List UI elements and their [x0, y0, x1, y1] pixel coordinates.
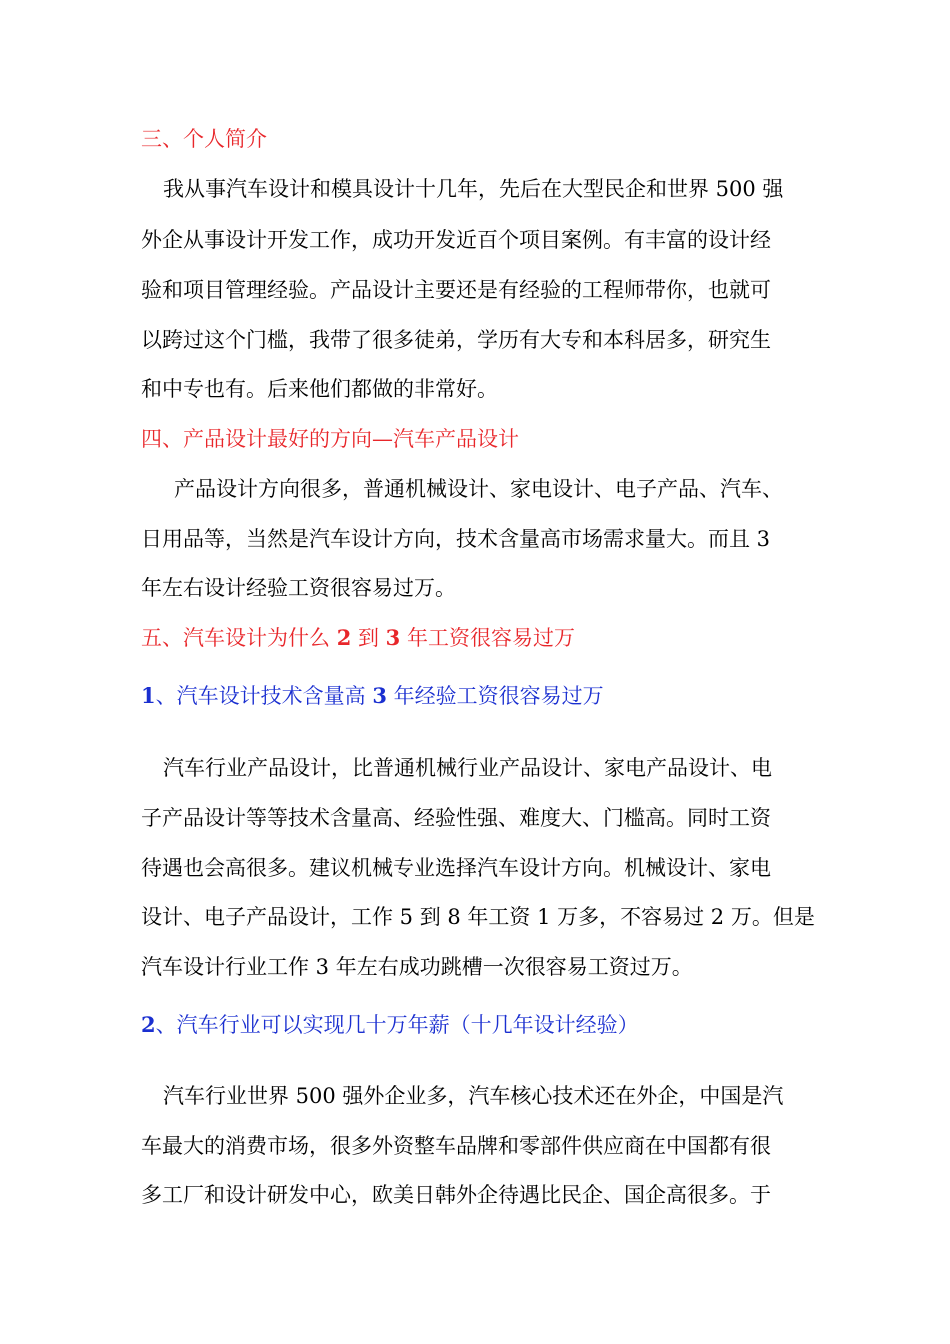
paragraph-line: 汽车设计行业工作 3 年左右成功跳槽一次很容易工资过万。 — [141, 955, 693, 979]
heading-text: 五、汽车设计为什么 — [141, 626, 337, 650]
paragraph-line: 子产品设计等等技术含量高、经验性强、难度大、门槛高。同时工资 — [141, 806, 771, 830]
paragraph-line: 年左右设计经验工资很容易过万。 — [141, 576, 456, 600]
paragraph-line: 验和项目管理经验。产品设计主要还是有经验的工程师带你，也就可 — [141, 278, 771, 302]
subheading-number: 2 — [141, 1012, 156, 1037]
paragraph-line: 产品设计方向很多，普通机械设计、家电设计、电子产品、汽车、 — [174, 477, 783, 501]
paragraph-line: 设计、电子产品设计，工作 5 到 8 年工资 1 万多，不容易过 2 万。但是 — [141, 905, 815, 929]
paragraph-line: 以跨过这个门槛，我带了很多徒弟，学历有大专和本科居多，研究生 — [141, 328, 771, 352]
paragraph-line: 车最大的消费市场，很多外资整车品牌和零部件供应商在中国都有很 — [141, 1134, 771, 1158]
section-heading-5 — [141, 623, 575, 653]
section-heading-4: 四、产品设计最好的方向—汽车产品设计 — [141, 427, 519, 451]
heading-number: 2 — [336, 625, 352, 650]
paragraph-line: 外企从事设计开发工作，成功开发近百个项目案例。有丰富的设计经 — [141, 228, 771, 252]
subheading-text: 、汽车行业可以实现几十万年薪（十几年设计经验） — [155, 1013, 639, 1037]
section-heading-3: 三、个人简介 — [141, 127, 267, 151]
subsection-heading-1 — [141, 681, 604, 711]
subheading-number: 3 — [372, 683, 387, 708]
subsection-heading-2 — [141, 1010, 639, 1040]
paragraph-line: 待遇也会高很多。建议机械专业选择汽车设计方向。机械设计、家电 — [141, 856, 771, 880]
paragraph-line: 汽车行业产品设计，比普通机械行业产品设计、家电产品设计、电 — [163, 756, 772, 780]
paragraph-line: 汽车行业世界 500 强外企业多，汽车核心技术还在外企，中国是汽 — [163, 1084, 784, 1108]
subheading-number: 1 — [141, 683, 156, 708]
paragraph-line: 和中专也有。后来他们都做的非常好。 — [141, 377, 498, 401]
paragraph-line: 日用品等，当然是汽车设计方向，技术含量高市场需求量大。而且 3 — [141, 527, 771, 551]
paragraph-line: 多工厂和设计研发中心，欧美日韩外企待遇比民企、国企高很多。于 — [141, 1183, 771, 1207]
heading-text: 年工资很容易过万 — [400, 626, 575, 650]
heading-number: 3 — [385, 625, 401, 650]
subheading-text: 年经验工资很容易过万 — [386, 684, 604, 708]
heading-text: 到 — [351, 626, 386, 650]
paragraph-line: 我从事汽车设计和模具设计十几年，先后在大型民企和世界 500 强 — [163, 177, 784, 201]
subheading-text: 、汽车设计技术含量高 — [155, 684, 373, 708]
